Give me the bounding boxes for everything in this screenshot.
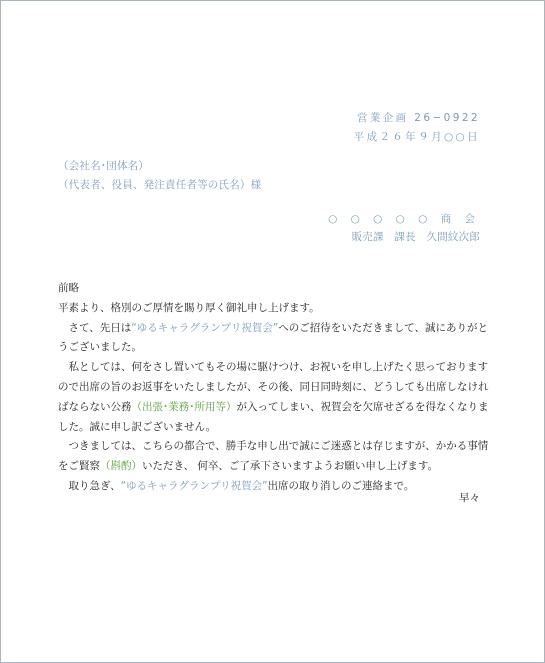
sender-block: [328, 210, 480, 246]
sender-company: ○ ○ ○ ○ ○ 商 会: [328, 213, 480, 225]
thanks-text-b: へのご招待をいただきまして、誠にありがとうございました。: [58, 321, 489, 354]
letter-body: [58, 279, 490, 497]
request-text-a: つきましては、こちらの都合で、勝手な申し出で誠にご迷惑とは存じますが、かかる事情をご賢察: [58, 440, 489, 473]
thanks-text-a: さて、先日は: [68, 321, 132, 334]
document-date: 平成２６年９月○○日: [353, 131, 480, 143]
reason-text-a: 私としては、何をさし置いてもその場に駆けつけ、お祝いを申し上げたく思っておりますので出席の旨のお返事をいたしましたが、その後、同日同時刻に、どうしても出席しなければならない公務: [58, 361, 489, 413]
event-name-2: “ゆるキャラグランプリ祝賀会”: [120, 479, 268, 492]
event-name: “ゆるキャラグランプリ祝賀会”: [131, 321, 279, 334]
conclusion-text-b: 出席の取り消しのご連絡まで。: [267, 479, 415, 492]
conclusion-text-a: 取り急ぎ、: [68, 479, 121, 492]
request-text-b: いただき、 何卒、ご了承下さいますようお願い申し上げます。: [142, 460, 439, 473]
recipient-person: （代表者、役員、発注責任者等の氏名）様: [58, 179, 262, 191]
paragraph-conclusion: [58, 477, 490, 497]
sender-person: 販売課 課長 久間紋次郎: [351, 231, 480, 243]
paragraph-reason: [58, 358, 490, 437]
reason-options: （出張･業務･所用等）: [131, 400, 237, 413]
paragraph-thanks: [58, 319, 490, 359]
recipient-block: [58, 157, 261, 195]
document-number: 営業企画 26−0922: [356, 112, 480, 124]
closing-word: 早々: [459, 492, 480, 504]
kanjaku-option: （斟酌）: [100, 460, 142, 473]
paragraph-greeting: 平素より、格別のご厚情を賜り厚く御礼申し上げます。: [58, 301, 320, 314]
recipient-company: （会社名･団体名）: [58, 160, 150, 172]
paragraph-request: [58, 437, 490, 477]
document-header: [354, 109, 480, 147]
opening-salutation: 前略: [58, 282, 79, 294]
reason-text-b: が入ってしまい、祝賀会を欠席せざるを得なくなりました。誠に申し訳ございません。: [58, 400, 489, 433]
